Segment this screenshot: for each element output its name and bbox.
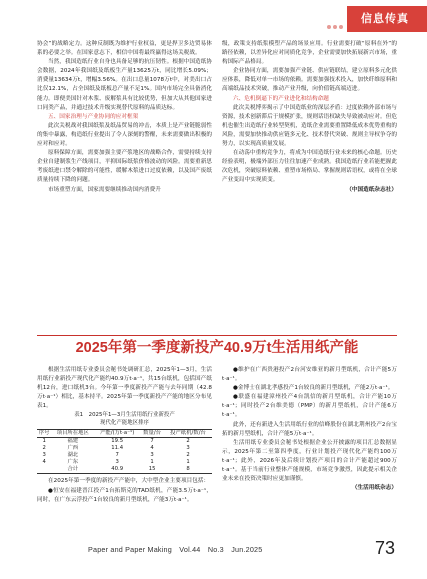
table-header-row bbox=[37, 430, 212, 438]
table-cell: 1 bbox=[42, 438, 46, 445]
table-cell: 3 bbox=[42, 452, 46, 459]
paragraph: 企业协同方面，需要加强产业链、供应链联结，建立原料多元化供应体系，降低对单一市场的依赖。需要加强技术投入，加快纤维原料和高端纸品技术突破，推动产业升级，向价值链高端迈进。 bbox=[222, 68, 397, 93]
table-row bbox=[37, 445, 212, 452]
decorative-dots bbox=[327, 14, 345, 33]
bullet-item: ●金博士在湖北孝感投产1台较良的新月型纸机，产能2万t·a⁻¹。 bbox=[233, 385, 394, 392]
column-header: 投产纸机/数/台 bbox=[170, 430, 206, 437]
paragraph: 在动荡中重构竞争力，将成为中国造纸行业未来的核心命题。历史经验表明，极端外部压力往往加速产业成熟。我国造纸行业若能把握此次危机，突破原料依赖、重塑市场格局、掌握规则话语权，或将在全球产业变局中实现质变。 bbox=[222, 150, 397, 184]
table-cell: 2 bbox=[186, 452, 190, 459]
table-cell: 湖北 bbox=[67, 452, 79, 459]
bullet-item: ●联盛在福建漳州投产4台凯信的新月型纸机，合计产能10万t·a⁻¹；同时投产2台维美德（PMP）的新月型纸机，合计产能6万t·a⁻¹。 bbox=[222, 394, 397, 419]
table-cell bbox=[37, 466, 51, 474]
bottom-right-column bbox=[222, 366, 397, 493]
section-heading: 六、危机倒逼下的产业进化和结构命题 bbox=[233, 95, 329, 102]
table-cell: 4 bbox=[150, 445, 154, 452]
paragraph: 生活用纸专业委员会秘书处根据企业公开披露的项目汇总数据显示，2025年第二至第四季度，行业计划投产现代化产能约100万t·a⁻¹；此外，2026年及后续计划投产项目的合计产能超过900万t·a⁻¹。基于当前行业整体产能规模，市场竞争激烈，因此提示相关企业未来在投资决策时应更加谨慎。 bbox=[222, 439, 397, 483]
table-cell: 2 bbox=[186, 438, 190, 445]
table-cell: 1 bbox=[150, 459, 154, 466]
bottom-left-column bbox=[37, 366, 212, 505]
column-header: 项目所在地区 bbox=[56, 430, 89, 437]
column-header: 数量/台 bbox=[143, 430, 162, 437]
paragraph: 此次关税战对我国纸浆及纸品贸易的冲击，本质上是产业链脆弱性的集中暴露，构造纸行业提出了令人深刻的警醒，未来需要做出积极的应对和应对。 bbox=[37, 122, 212, 148]
top-left-column bbox=[37, 40, 212, 195]
table-cell: 11.4 bbox=[111, 445, 124, 452]
table-cell: 3 bbox=[150, 452, 154, 459]
journal-footer: Paper and Paper Making Vol.44 No.3 Jun.2025 bbox=[88, 545, 263, 554]
table-cell: 合计 bbox=[67, 466, 79, 473]
section-tag: 信息传真 bbox=[347, 6, 427, 32]
article-headline: 2025年第一季度新投产40.9万t生活用纸产能 bbox=[75, 340, 359, 356]
table-cell: 19.5 bbox=[111, 438, 124, 445]
bullet-item: ●恒安在福建晋江投产1台拓斯克的TAD纸机，产能3.5万t·a⁻¹，同时，在广东云浮投产1台较良的新月型纸机，产能3万t·a⁻¹。 bbox=[37, 487, 212, 503]
table-cell: 3 bbox=[186, 445, 190, 452]
paragraph: 此次关税博弈揭示了中国造纸业的深层矛盾：过度依赖外部市场与资源，技术创新滞后于规模扩张，规则话语权缺失导致被动应对。但危机也催生出造纸行业转型契机，造纸企业需要重置降低成本优势重构的风险，需要加快推动供应链多元化、技术替代突破、规则主导权争夺的努力，以实现高质量发展。 bbox=[222, 104, 397, 148]
headline-rule bbox=[37, 335, 397, 336]
section-heading: 五、国家治理与产业协同的应对框架 bbox=[48, 113, 139, 120]
table-cell: 广东 bbox=[67, 459, 79, 466]
source-credit: （中国造纸杂志社） bbox=[346, 186, 397, 193]
column-header: 序号 bbox=[38, 430, 50, 437]
table-title: 表1 2025年1—3月生活用纸行业新投产 bbox=[74, 412, 175, 419]
source-credit: （生活用纸杂志） bbox=[351, 485, 397, 492]
table-cell: 7 bbox=[115, 452, 119, 459]
table-cell: 4 bbox=[42, 459, 46, 466]
capacity-table bbox=[37, 429, 212, 474]
table-cell: 15 bbox=[148, 466, 156, 473]
paragraph: 根据生活用纸专业委员会秘书处调研汇总，2025年1—3月，生活用纸行业新投产现代化产能约40.9万t·a⁻¹，共15台纸机，包括国产纸机12台，进口纸机3台。今年第一季度新投产产能与去年同期（42.8万t·a⁻¹）相比，基本持平。2025年第一季度新投产产能的地区分布见表1。 bbox=[37, 367, 212, 410]
bullet-item: ●维护在广西贵港投产2台河安维亚的新月型纸机，合计产能5万t·a⁻¹。 bbox=[222, 367, 397, 383]
table-cell: 3 bbox=[115, 459, 119, 466]
paragraph: 在2025年第一季度的新投产产能中，大中型企业主要项目包括： bbox=[48, 478, 210, 485]
column-header: 产能/(万t·a⁻¹) bbox=[100, 430, 135, 437]
paragraph: 协会”的战略定力。这种反制既为维护行业权益，更是捍卫多边贸易体系的必要之举。在国家意志下，相信中国将最终赢得这场关税战。 bbox=[37, 41, 212, 57]
paragraph: 此外，还有新进入生活用纸行业的信峰股份在湖北荆州投产2台宝拓的新月型纸机，合计产能5万t·a⁻¹。 bbox=[222, 421, 397, 437]
table-row bbox=[37, 438, 212, 446]
paragraph: 当然，我国造纸行业自身也具备足够的抗压韧性。根据中国造纸协会数据，2024年我国纸及纸板生产量13625万t，同比增长5.09%；消费量13634万t，增幅3.56%。在出口总量1078万t中，对美出口占比仅12.1%，占全国纸及纸板总产量不足1%。国内市场完全具备消化能力。即便美国针对木浆、废解浆具有比较优势，但加大从其他国家进口同类产品，并通过技术升级实现替代原料的品质达标。 bbox=[37, 59, 212, 111]
table-cell: 福建 bbox=[67, 438, 79, 445]
page-number: 73 bbox=[375, 538, 396, 558]
table-cell: 8 bbox=[186, 466, 190, 473]
paragraph: 市场重塑方面，国家需要继续推动国内消费升 bbox=[48, 186, 161, 193]
table-cell: 7 bbox=[150, 438, 154, 445]
table-subtitle: 现代化产能地区排序 bbox=[100, 420, 149, 427]
table-cell: 1 bbox=[186, 459, 190, 466]
table-total-row bbox=[37, 466, 212, 474]
table-cell: 2 bbox=[42, 445, 46, 452]
table-row bbox=[37, 452, 212, 459]
paragraph: 级，政策支持纸浆模塑产品的场景应用。行业需要打破“原料在外”的路径依赖，以差异化应对同质化竞争，企业需要加快拓展新兴市场，重构国际产品格局。 bbox=[222, 41, 397, 66]
top-right-column bbox=[222, 40, 397, 195]
table-cell: 40.9 bbox=[111, 466, 124, 473]
paragraph: 原料保障方面，需要加强主要产浆地区的战略合作，需要持续支持企业自建制浆生产线项目，平抑国际纸浆价格波动的风险。需要重新思考废纸进口禁令解除的可能性，缓解木浆进口过度依赖，以及国产废纸质量持续下降的问题。 bbox=[37, 150, 212, 184]
table-row bbox=[37, 459, 212, 466]
table-cell: 广西 bbox=[67, 445, 79, 452]
